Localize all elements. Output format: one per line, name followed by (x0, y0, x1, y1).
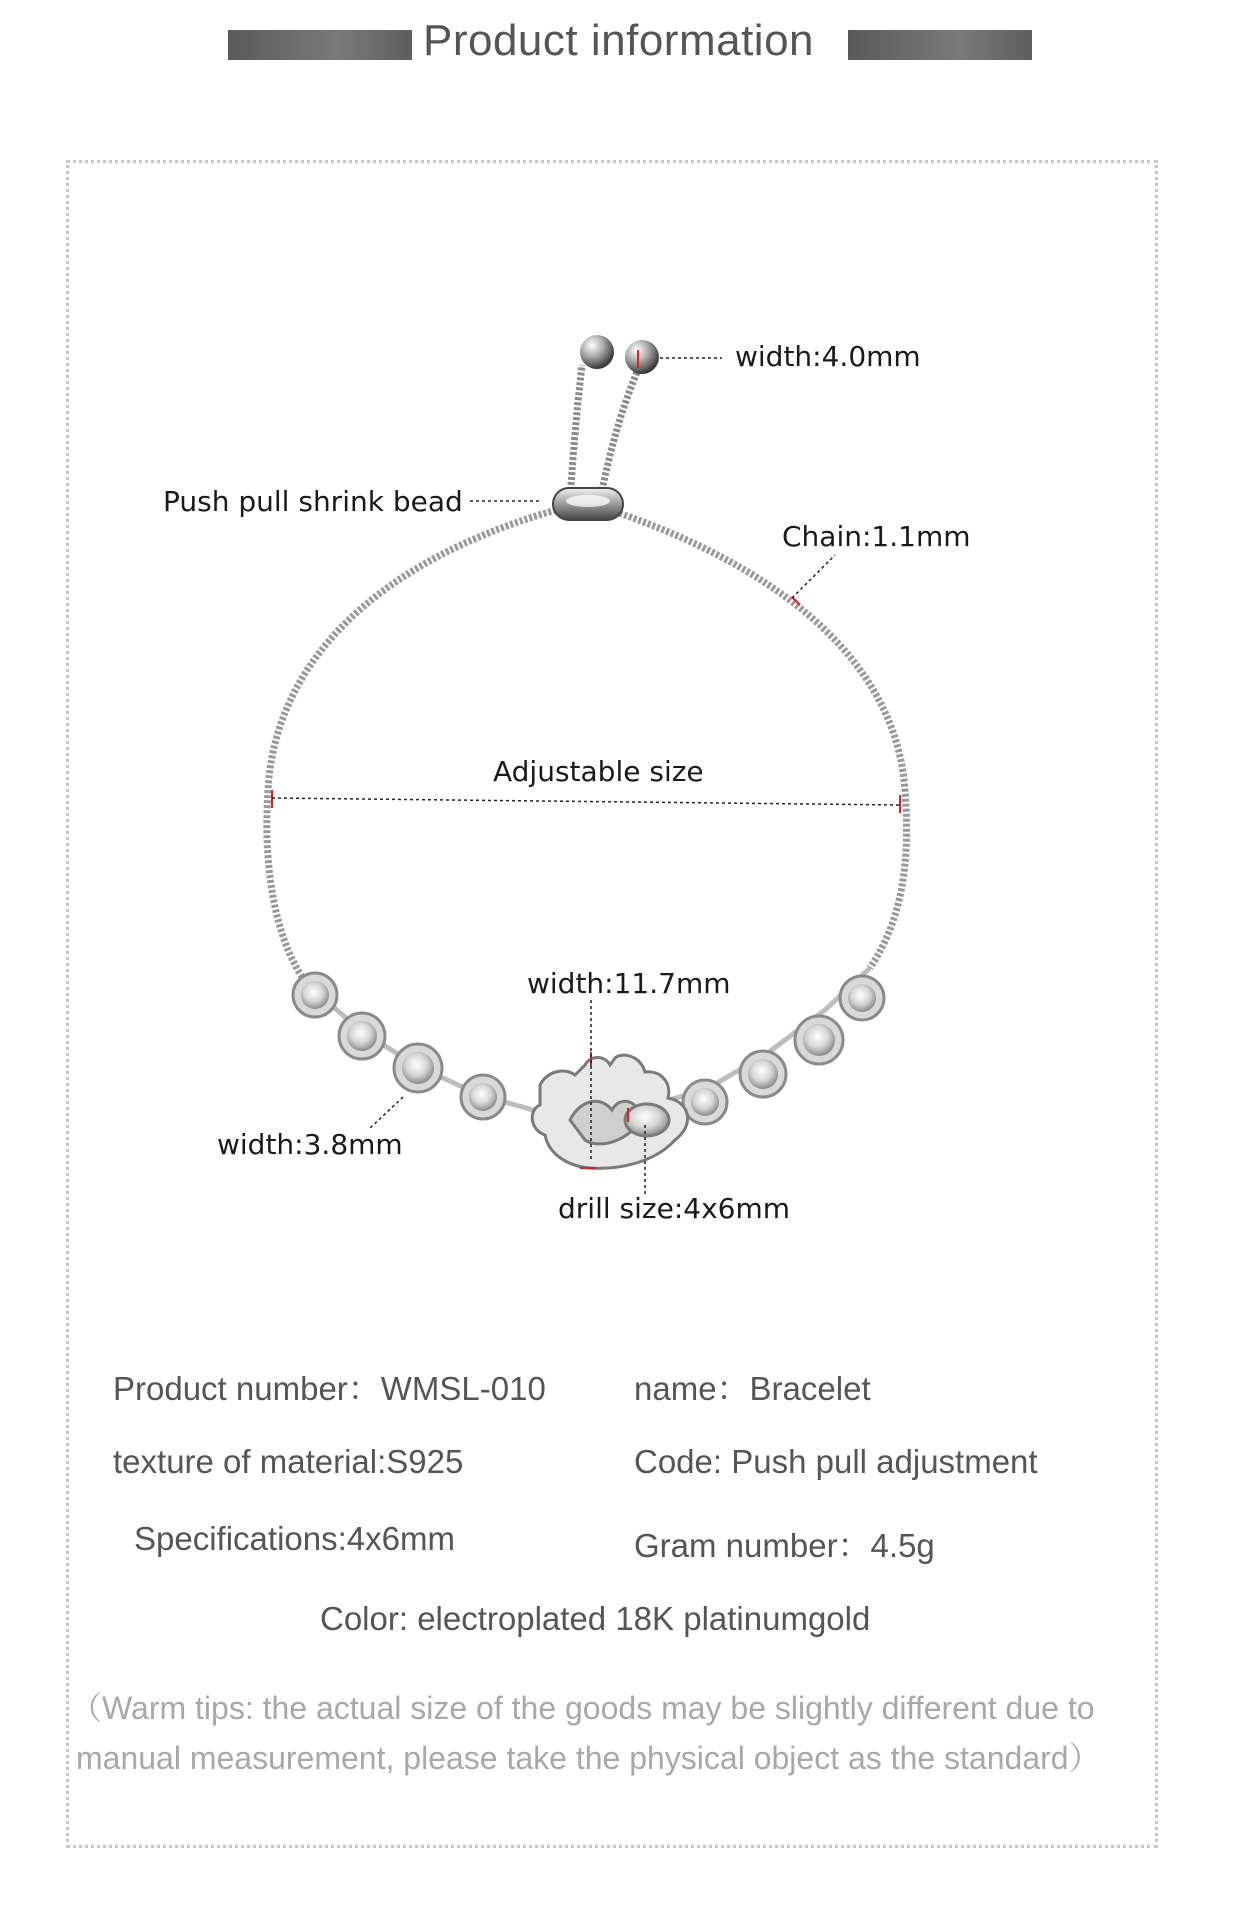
stone-7 (795, 1016, 843, 1064)
stone-8 (840, 976, 884, 1020)
stone-1 (293, 973, 337, 1017)
stone-4 (461, 1075, 505, 1119)
hamsa-charm (532, 1055, 687, 1168)
spec-specifications: Specifications:4x6mm (134, 1520, 455, 1557)
chain-tails (570, 365, 640, 500)
label-charm-width: width:11.7mm (527, 967, 731, 1000)
page-title: Product information (422, 16, 815, 65)
spec-gram: Gram number：4.5g (634, 1527, 935, 1564)
shrink-bead (553, 488, 623, 520)
chain-loop (267, 510, 907, 985)
label-adjustable-size: Adjustable size (493, 755, 704, 788)
label-stone-width: width:3.8mm (217, 1128, 403, 1161)
stone-2 (339, 1013, 385, 1059)
label-shrink-bead: Push pull shrink bead (163, 485, 463, 518)
label-chain: Chain:1.1mm (782, 520, 971, 553)
spec-name: name：Bracelet (634, 1370, 871, 1407)
warm-tips-line-1: （Warm tips: the actual size of the goods may be slightly different due to (70, 1690, 1095, 1726)
label-drill-size: drill size:4x6mm (558, 1192, 790, 1225)
spec-material: texture of material:S925 (113, 1443, 464, 1480)
spec-color: Color: electroplated 18K platinumgold (320, 1600, 871, 1637)
warm-tips-line-2: manual measurement, please take the physical object as the standard） (76, 1740, 1101, 1776)
spec-code: Code: Push pull adjustment (634, 1443, 1038, 1480)
stone-5 (683, 1080, 727, 1124)
label-ball-width: width:4.0mm (735, 340, 921, 373)
end-ball-right (625, 340, 659, 374)
spec-product-number: Product number：WMSL-010 (113, 1370, 546, 1407)
stone-3 (394, 1044, 442, 1092)
end-ball-left (580, 335, 614, 369)
stone-6 (740, 1051, 786, 1097)
